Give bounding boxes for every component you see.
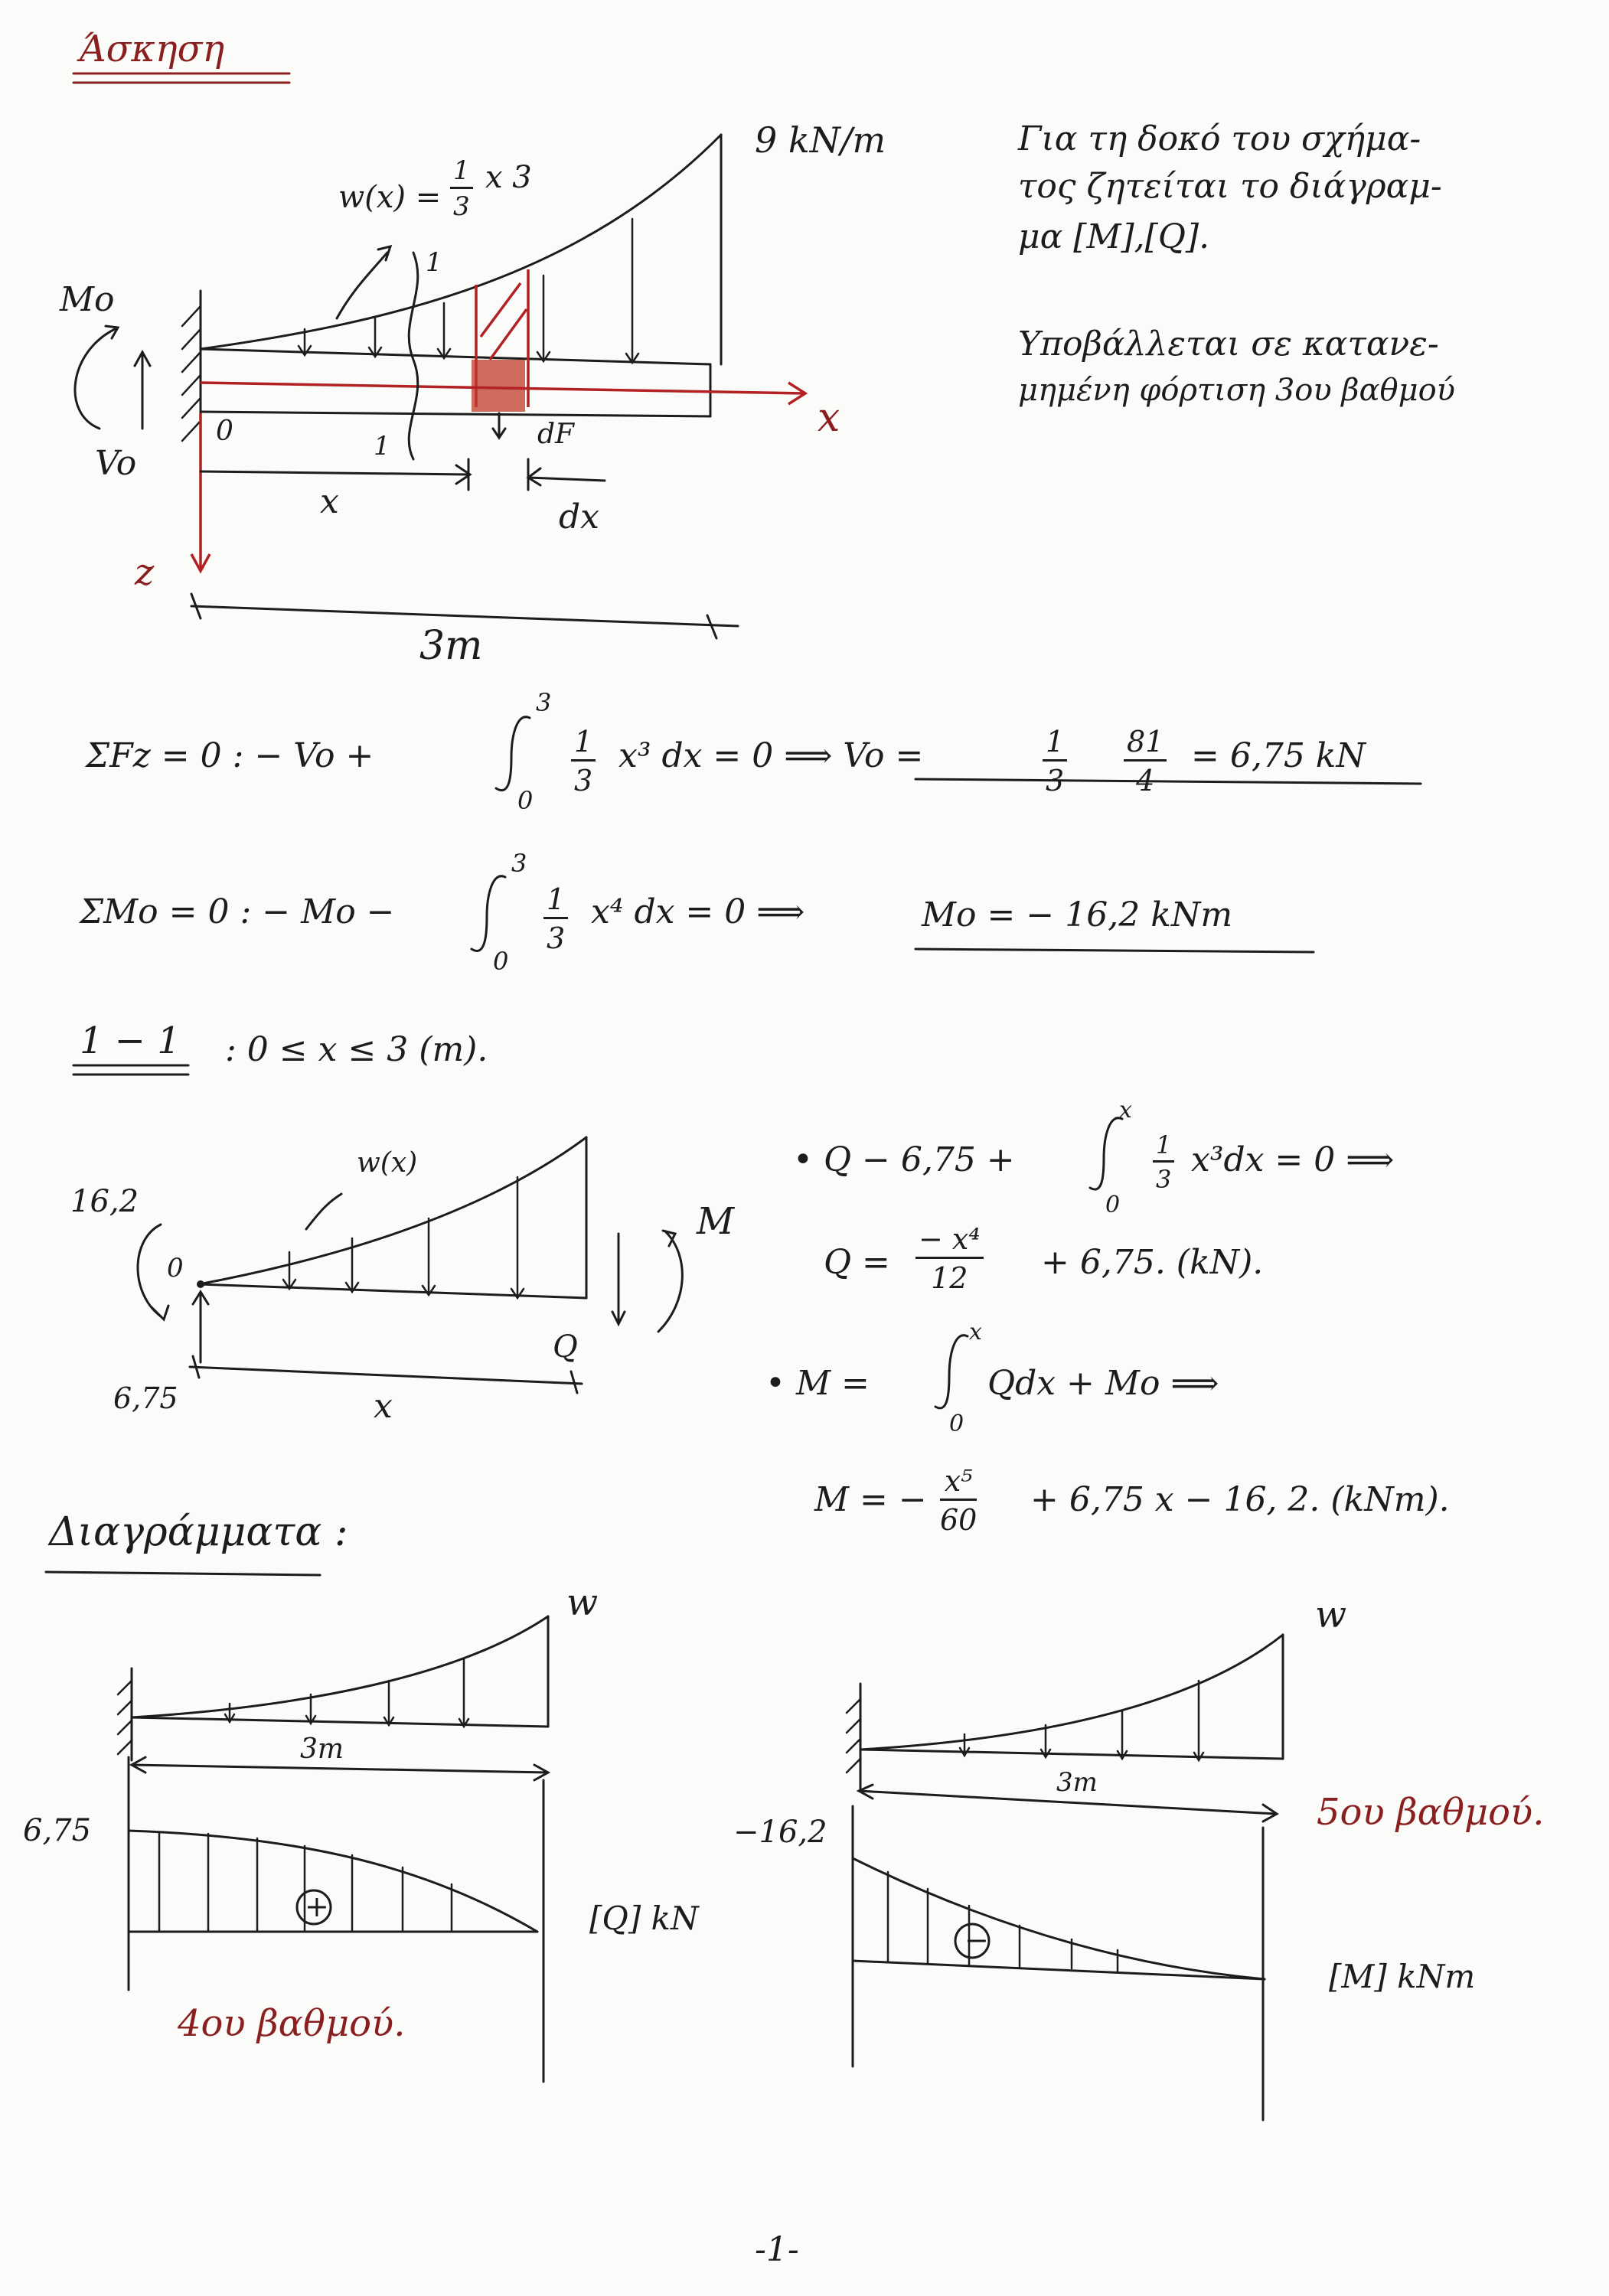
max-load-label: 9 kN/m [755,119,886,161]
origin-label: 0 [216,416,233,447]
left-degree: 4ου βαθμού. [178,2002,406,2045]
m-equation-2: M = − [814,1480,927,1519]
page-title: Άσκηση [80,28,225,70]
sum-fz-equation: ΣFz = 0 : − Vo + [86,736,374,775]
q-equation-2-fraction: $\frac{\text{− x⁴}}{12}$ [915,1225,984,1293]
left-w-label: w [566,1581,599,1624]
m-equation-2-fraction: $\frac{\text{x⁵}}{60}$ [940,1464,977,1537]
right-w-label: w [1315,1593,1347,1636]
problem-line-5: μημένη φόρτιση 3ου βαθμού [1018,373,1455,408]
right-start-value: −16,2 [733,1815,827,1850]
m-equation-2-tail: + 6,75 x − 16, 2. (kNm). [1030,1480,1450,1519]
left-start-value: 6,75 [23,1813,92,1848]
right-sign: − [964,1923,989,1957]
problem-line-3: μα [M],[Q]. [1018,217,1210,256]
fbd-origin: 0 [167,1253,184,1283]
int-fz-fraction: $\frac{1}{3}$ [571,727,596,795]
mo-label: Mo [60,280,115,319]
m-int-lower: 0 [949,1411,964,1437]
vo-fraction-1: $\frac{1}{3}$ [1043,727,1067,795]
z-axis-label: z [135,551,155,594]
section-label-top: 1 [426,247,442,278]
q-int-lower: 0 [1105,1192,1121,1218]
section-heading: 1 − 1 [80,1019,181,1062]
beam-length-label: 3m [419,623,483,669]
load-function-label: w(x) = [338,180,442,215]
sum-mo-equation: ΣMo = 0 : − Mo − [80,892,395,931]
load-function-fraction: $\frac{1}{3}$ [450,158,473,220]
m-equation-1: • M = [765,1364,870,1403]
right-unit: [M] kNm [1329,1958,1476,1995]
problem-line-2: τος ζητείται το διάγραμ- [1018,167,1442,206]
m-equation-1-tail: Qdx + Mo ⟹ [987,1364,1219,1403]
q-equation-2-tail: + 6,75. (kN). [1041,1243,1264,1282]
m-int-upper: x [969,1319,982,1345]
x-axis-label: x [818,395,840,441]
fbd-q-label: Q [553,1329,578,1365]
int-fz-upper: 3 [536,688,552,717]
left-unit: [Q] kN [589,1900,699,1937]
int-mo-fraction: $\frac{1}{3}$ [543,885,568,953]
right-span-label: 3m [1056,1767,1098,1798]
fbd-m-label: M [697,1200,735,1243]
vo-result: = 6,75 kN [1191,736,1366,775]
left-sign: + [305,1890,329,1923]
int-fz-lower: 0 [517,786,534,815]
int-mo-upper: 3 [511,849,527,878]
problem-line-4: Υποβάλλεται σε κατανε- [1018,325,1439,364]
right-degree: 5ου βαθμού. [1317,1791,1545,1834]
left-span-label: 3m [300,1733,344,1765]
dx-label: dx [559,497,599,536]
q-int-upper: x [1119,1097,1132,1124]
section-range: : 0 ≤ x ≤ 3 (m). [225,1030,488,1069]
fbd-load-label: w(x) [357,1147,418,1179]
vo-label: Vo [95,444,137,483]
fbd-shear-value: 6,75 [113,1381,178,1415]
df-label: dF [537,419,575,450]
int-fz-body: x³ dx = 0 ⟹ Vo = [618,736,924,775]
load-function-power: x 3 [485,160,532,195]
vo-fraction-2: $\frac{81}{4}$ [1124,727,1167,795]
moment-diagram-drawing [847,1635,1283,2120]
fbd-x-label: x [374,1387,393,1426]
q-equation-1-tail: x³dx = 0 ⟹ [1191,1140,1395,1179]
int-mo-lower: 0 [493,947,509,976]
section-label-bottom: 1 [374,431,390,461]
mo-result: Mo = − 16,2 kNm [922,895,1233,934]
fbd-moment-value: 16,2 [70,1184,139,1219]
x-distance-label: x [320,482,339,521]
q-equation-1: • Q − 6,75 + [793,1140,1015,1179]
int-mo-body: x⁴ dx = 0 ⟹ [591,892,805,931]
q-equation-2: Q = [824,1243,890,1282]
problem-line-1: Για τη δοκό του σχήμα- [1018,119,1421,158]
page-number: -1- [755,2230,799,2269]
diagrams-heading: Διαγράμματα : [49,1509,348,1555]
q-int-fraction: $\frac{1}{3}$ [1153,1133,1174,1192]
